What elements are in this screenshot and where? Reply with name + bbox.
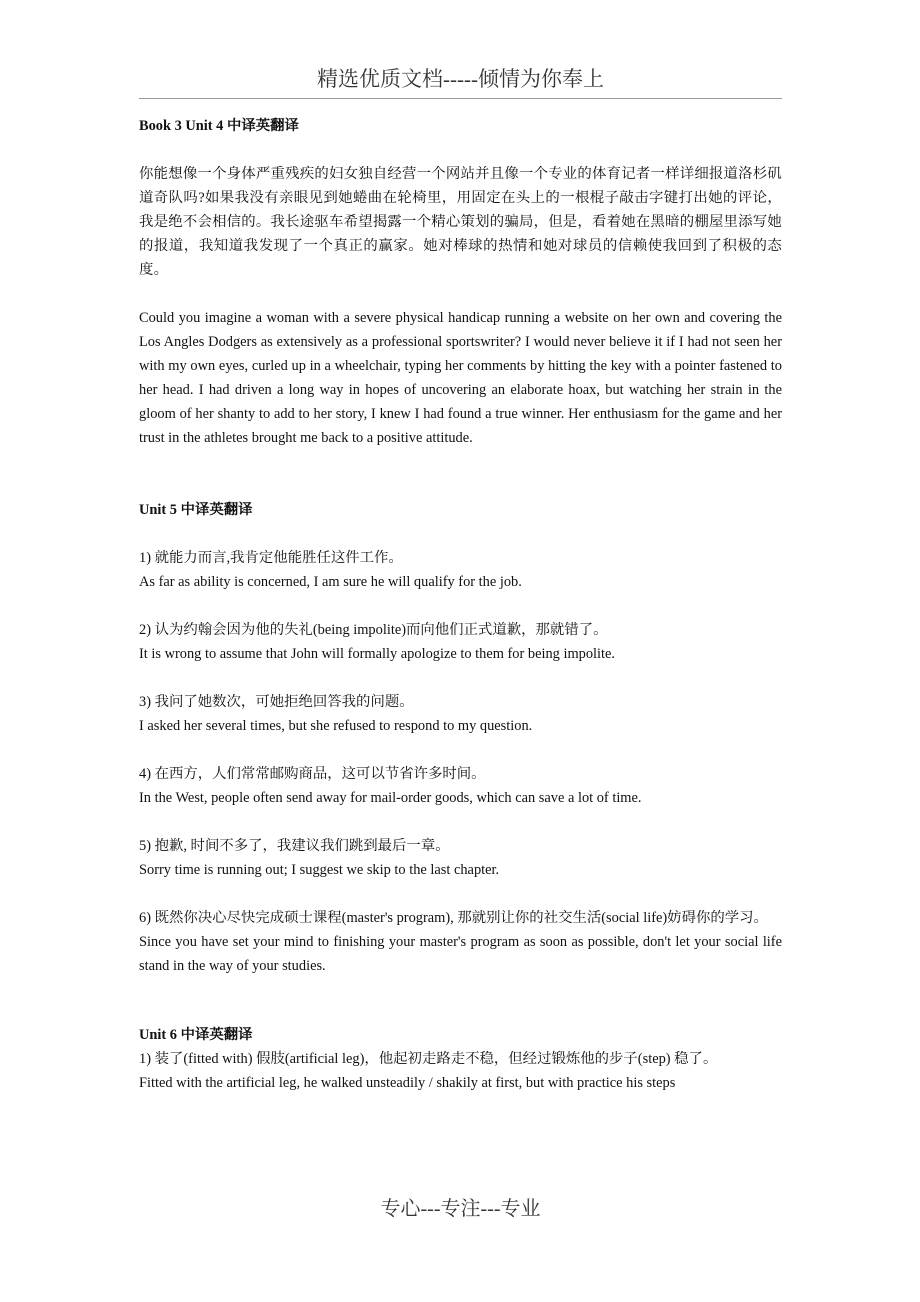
unit4-chinese-paragraph: 你能想像一个身体严重残疾的妇女独自经营一个网站并且像一个专业的体育记者一样详细报道洛杉矶道奇队吗?如果我没有亲眼见到她蜷曲在轮椅里，用固定在头上的一根棍子敲击字键打出她的评论，我是绝不会相信的。我长途驱车希望揭露一个精心策划的骗局，但是，看着她在黑暗的棚屋里添写她的报道，我知道我发现了一个真正的赢家。她对棒球的热情和她对球员的信赖使我回到了积极的态度。 bbox=[139, 166, 782, 278]
unit6-item-english: Fitted with the artificial leg, he walked unsteadily / shakily at first, but with practice his steps bbox=[139, 1075, 676, 1091]
unit6-heading: Unit 6 中译英翻译 bbox=[139, 1027, 253, 1043]
unit5-item-english: Sorry time is running out; I suggest we skip to the last chapter. bbox=[139, 862, 500, 878]
document-body bbox=[139, 114, 782, 1095]
unit5-item bbox=[139, 762, 782, 810]
footer-text: 专心---专注---专业 bbox=[380, 1198, 541, 1220]
unit5-heading: Unit 5 中译英翻译 bbox=[139, 502, 253, 518]
unit6-item bbox=[139, 1047, 782, 1095]
unit5-item bbox=[139, 546, 782, 594]
unit4-heading: Book 3 Unit 4 中译英翻译 bbox=[139, 118, 299, 134]
unit5-item-english: It is wrong to assume that John will formally apologize to them for being impolite. bbox=[139, 646, 616, 662]
header-title: 精选优质文档-----倾情为你奉上 bbox=[317, 67, 604, 91]
page-footer bbox=[139, 1192, 782, 1226]
unit5-item-english: I asked her several times, but she refused to respond to my question. bbox=[139, 718, 533, 734]
unit6-item-chinese: 1) 装了(fitted with) 假肢(artificial leg)，他起初走路走不稳，但经过锻炼他的步子(step) 稳了。 bbox=[139, 1051, 718, 1067]
unit5-item-chinese: 4) 在西方，人们常常邮购商品，这可以节省许多时间。 bbox=[139, 766, 486, 782]
unit5-item-english: Since you have set your mind to finishing your master's program as soon as possible, don't let your social life stand in the way of your studies. bbox=[139, 934, 782, 974]
unit5-item-chinese: 2) 认为约翰会因为他的失礼(being impolite)而向他们正式道歉，那就错了。 bbox=[139, 622, 608, 638]
page-header bbox=[139, 60, 782, 99]
unit5-item-english: In the West, people often send away for mail-order goods, which can save a lot of time. bbox=[139, 790, 642, 806]
unit4-english-paragraph: Could you imagine a woman with a severe physical handicap running a website on her own and covering the Los Angles Dodgers as extensively as a professional sportswriter? I would never believe it if I had not seen her with my own eyes, curled up in a wheelchair, typing her comments by hitting the key with a pointer fastened to her head. I had driven a long way in hopes of uncovering an elaborate hoax, but watching her strain in the gloom of her shanty to add to her story, I knew I had found a true winner. Her enthusiasm for the game and her trust in the athletes brought me back to a positive attitude. bbox=[139, 310, 782, 446]
unit5-item-chinese: 6) 既然你决心尽快完成硕士课程(master's program), 那就别让你的社交生活(social life)妨碍你的学习。 bbox=[139, 910, 768, 926]
unit5-item bbox=[139, 834, 782, 882]
unit5-item-english: As far as ability is concerned, I am sure he will qualify for the job. bbox=[139, 574, 522, 590]
unit5-item-chinese: 1) 就能力而言,我肯定他能胜任这件工作。 bbox=[139, 550, 403, 566]
unit5-item-chinese: 3) 我问了她数次，可她拒绝回答我的问题。 bbox=[139, 694, 414, 710]
unit5-item bbox=[139, 618, 782, 666]
unit5-item-chinese: 5) 抱歉, 时间不多了，我建议我们跳到最后一章。 bbox=[139, 838, 450, 854]
unit5-item bbox=[139, 906, 782, 978]
unit5-item bbox=[139, 690, 782, 738]
